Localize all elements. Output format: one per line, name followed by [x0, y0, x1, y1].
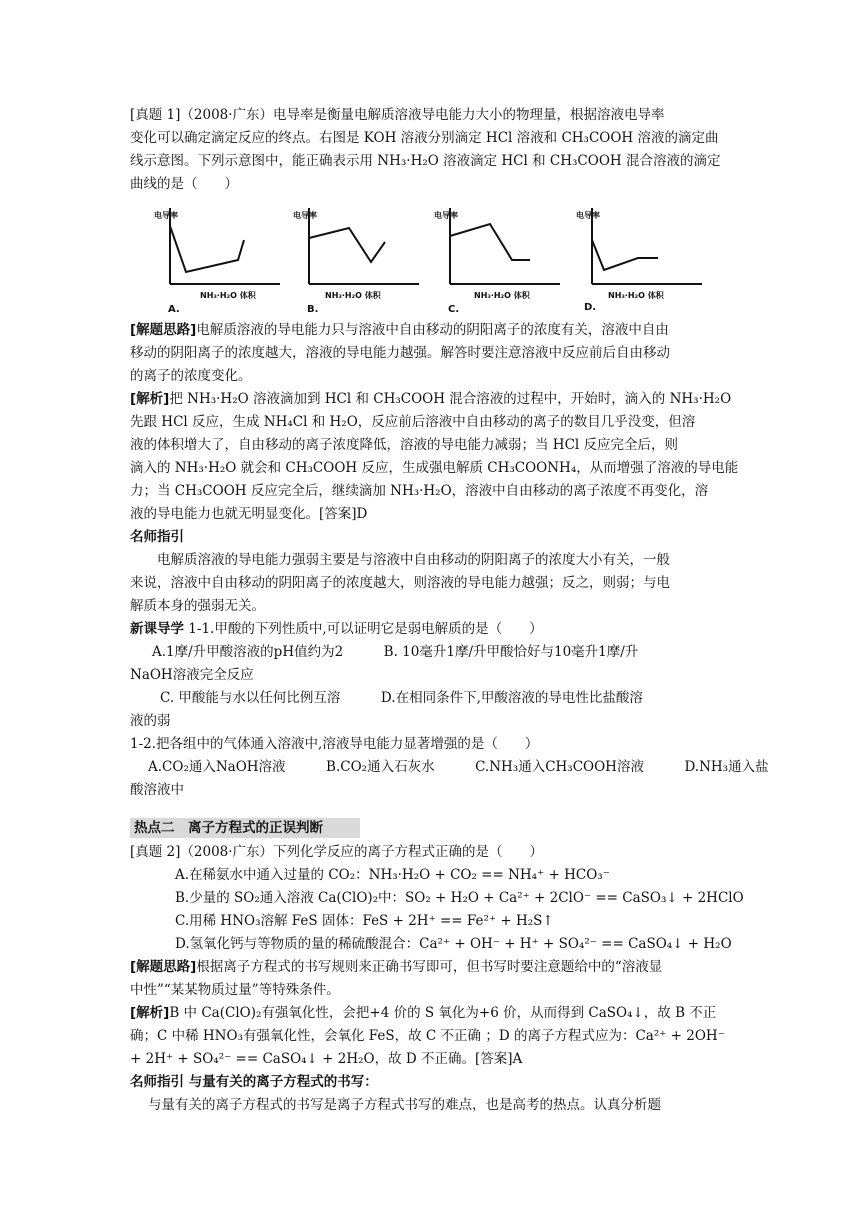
problem1-line: [真题 1]（2008·广东）电导率是衡量电解质溶液导电能力大小的物理量，根据溶液电导率 [130, 107, 665, 123]
analysis-line: 先跟 HCl 反应，生成 NH₄Cl 和 H₂O，反应前后溶液中自由移动的离子的数目几乎没变，但溶 [130, 414, 696, 430]
section-title: 热点二 离子方程式的正误判断 [134, 820, 323, 836]
graph-c-xlabel: NH₃·H₂O 体积 [474, 291, 530, 300]
graph-b-plot [287, 198, 427, 316]
analysis-label: [解析] [130, 391, 170, 407]
graph-a-plot [148, 198, 288, 316]
analysis-text: 把 NH₃·H₂O 溶液滴加到 HCl 和 CH₃COOH 混合溶液的过程中，开始时，滴入的 NH₃·H₂O [169, 391, 732, 407]
guide-q1-text: 1-1.甲酸的下列性质中,可以证明它是弱电解质的是（ ） [184, 621, 543, 637]
guide-q2-option: 酸溶液中 [130, 782, 184, 798]
guide-label: 新课导学 [130, 621, 184, 637]
graph-b-letter: B. [307, 304, 319, 315]
thinking-line: 中性”“某某物质过量”等特殊条件。 [130, 982, 340, 998]
guide-q2-option: A.CO₂通入NaOH溶液 B.CO₂通入石灰水 C.NH₃通入CH₃COOH溶液 D.NH₃通入盐 [148, 759, 769, 775]
problem2-option-d: D.氢氧化钙与等物质的量的稀硫酸混合：Ca²⁺ + OH⁻ + H⁺ + SO₄²⁻ == CaSO₄↓ + H₂O [175, 936, 732, 952]
problem1-line: 线示意图。下列示意图中，能正确表示用 NH₃·H₂O 溶液滴定 HCl 和 CH₃COOH 混合溶液的滴定 [130, 153, 721, 169]
graph-a-ylabel: 电导率 [154, 211, 178, 220]
analysis-line: 滴入的 NH₃·H₂O 就会和 CH₃COOH 反应，生成强电解质 CH₃COONH₄，从而增强了溶液的导电能 [130, 460, 739, 476]
analysis-text: B 中 Ca(ClO)₂有强氧化性，会把+4 价的 S 氧化为+6 价，从而得到 CaSO₄↓，故 B 不正 [169, 1005, 717, 1021]
graph-b-xlabel: NH₃·H₂O 体积 [325, 291, 381, 300]
thinking-label: [解题思路] [130, 322, 197, 338]
thinking-text: 根据离子方程式的书写规则来正确书写即可，但书写时要注意题给中的“溶液显 [196, 959, 663, 975]
analysis-line: 液的导电能力也就无明显变化。[答案]D [130, 506, 368, 522]
analysis-label: [解析] [130, 1005, 170, 1021]
analysis-line [130, 388, 731, 411]
graph-c-plot [428, 198, 568, 316]
thinking-text: 电解质溶液的导电能力只与溶液中自由移动的阴阳离子的浓度有关，溶液中自由 [196, 322, 669, 338]
guide-q1-option: A.1摩/升甲酸溶液的pH值约为2 B. 10毫升1摩/升甲酸恰好与10毫升1摩/升 [152, 644, 639, 660]
analysis-line: 确；C 中稀 HNO₃有强氧化性，会氧化 FeS，故 C 不正确 ；D 的离子方程式应为：Ca²⁺ + 2OH⁻ [130, 1028, 725, 1044]
graph-d [570, 198, 710, 316]
graph-a [148, 198, 288, 316]
graph-c [428, 198, 568, 316]
analysis-line: + 2H⁺ + SO₄²⁻ == CaSO₄↓ + 2H₂O，故 D 不正确。[答案]A [130, 1051, 523, 1067]
thinking-line: 移动的阴阳离子的浓度越大，溶液的导电能力越强。解答时要注意溶液中反应前后自由移动 [130, 345, 670, 361]
graph-b [287, 198, 427, 316]
graph-c-letter: C. [448, 304, 460, 315]
graph-c-ylabel: 电导率 [434, 211, 458, 220]
analysis-line: 液的体积增大了，自由移动的离子浓度降低，溶液的导电能力减弱；当 HCl 反应完全后，则 [130, 437, 679, 453]
thinking-label: [解题思路] [130, 959, 197, 975]
tip2-title: 名师指引 与量有关的离子方程式的书写： [130, 1074, 378, 1090]
guide-q1-option: NaOH溶液完全反应 [130, 667, 254, 683]
tip1-line: 电解质溶液的导电能力强弱主要是与溶液中自由移动的阴阳离子的浓度大小有关，一般 [157, 552, 670, 568]
tip1-title: 名师指引 [130, 529, 184, 545]
problem2-thinking [130, 956, 662, 979]
problem2-option-b: B.少量的 SO₂通入溶液 Ca(ClO)₂中：SO₂ + H₂O + Ca²⁺ + 2ClO⁻ == CaSO₃↓ + 2HClO [175, 890, 744, 906]
guide-q1-option: 液的弱 [130, 713, 171, 729]
tip2-line: 与量有关的离子方程式的书写是离子方程式书写的难点，也是高考的热点。认真分析题 [148, 1097, 661, 1113]
problem1-line: 曲线的是（ ） [130, 176, 238, 192]
graph-b-ylabel: 电导率 [293, 211, 317, 220]
problem2-analysis [130, 1002, 716, 1025]
problem2-stem: [真题 2]（2008·广东）下列化学反应的离子方程式正确的是（ ） [130, 844, 544, 860]
graph-d-ylabel: 电导率 [576, 211, 600, 220]
analysis-line: 力；当 CH₃COOH 反应完全后，继续滴加 NH₃·H₂O，溶液中自由移动的离子浓度不再变化，溶 [130, 483, 709, 499]
thinking-line [130, 319, 669, 342]
tip1-line: 来说，溶液中自由移动的阴阳离子的浓度越大，则溶液的导电能力越强；反之，则弱；与电 [130, 575, 670, 591]
graph-d-letter: D. [584, 302, 597, 313]
problem2-option-a: A.在稀氨水中通入过量的 CO₂：NH₃·H₂O + CO₂ == NH₄⁺ + HCO₃⁻ [175, 867, 610, 883]
problem1-line: 变化可以确定滴定反应的终点。右图是 KOH 溶液分别滴定 HCl 溶液和 CH₃COOH 溶液的滴定曲 [130, 130, 719, 146]
guide-q1-stem [130, 618, 543, 641]
graph-a-xlabel: NH₃·H₂O 体积 [200, 291, 256, 300]
problem2-option-c: C.用稀 HNO₃溶解 FeS 固体：FeS + 2H⁺ == Fe²⁺ + H₂S↑ [175, 913, 554, 929]
thinking-line: 的离子的浓度变化。 [130, 368, 252, 384]
tip1-line: 解质本身的强弱无关。 [130, 598, 265, 614]
graph-d-xlabel: NH₃·H₂O 体积 [608, 291, 664, 300]
graph-d-plot [570, 198, 710, 316]
graph-a-letter: A. [168, 304, 180, 315]
guide-q1-option: C. 甲酸能与水以任何比例互溶 D.在相同条件下,甲酸溶液的导电性比盐酸溶 [160, 690, 643, 706]
guide-q2-stem: 1-2.把各组中的气体通入溶液中,溶液导电能力显著增强的是（ ） [130, 736, 539, 752]
